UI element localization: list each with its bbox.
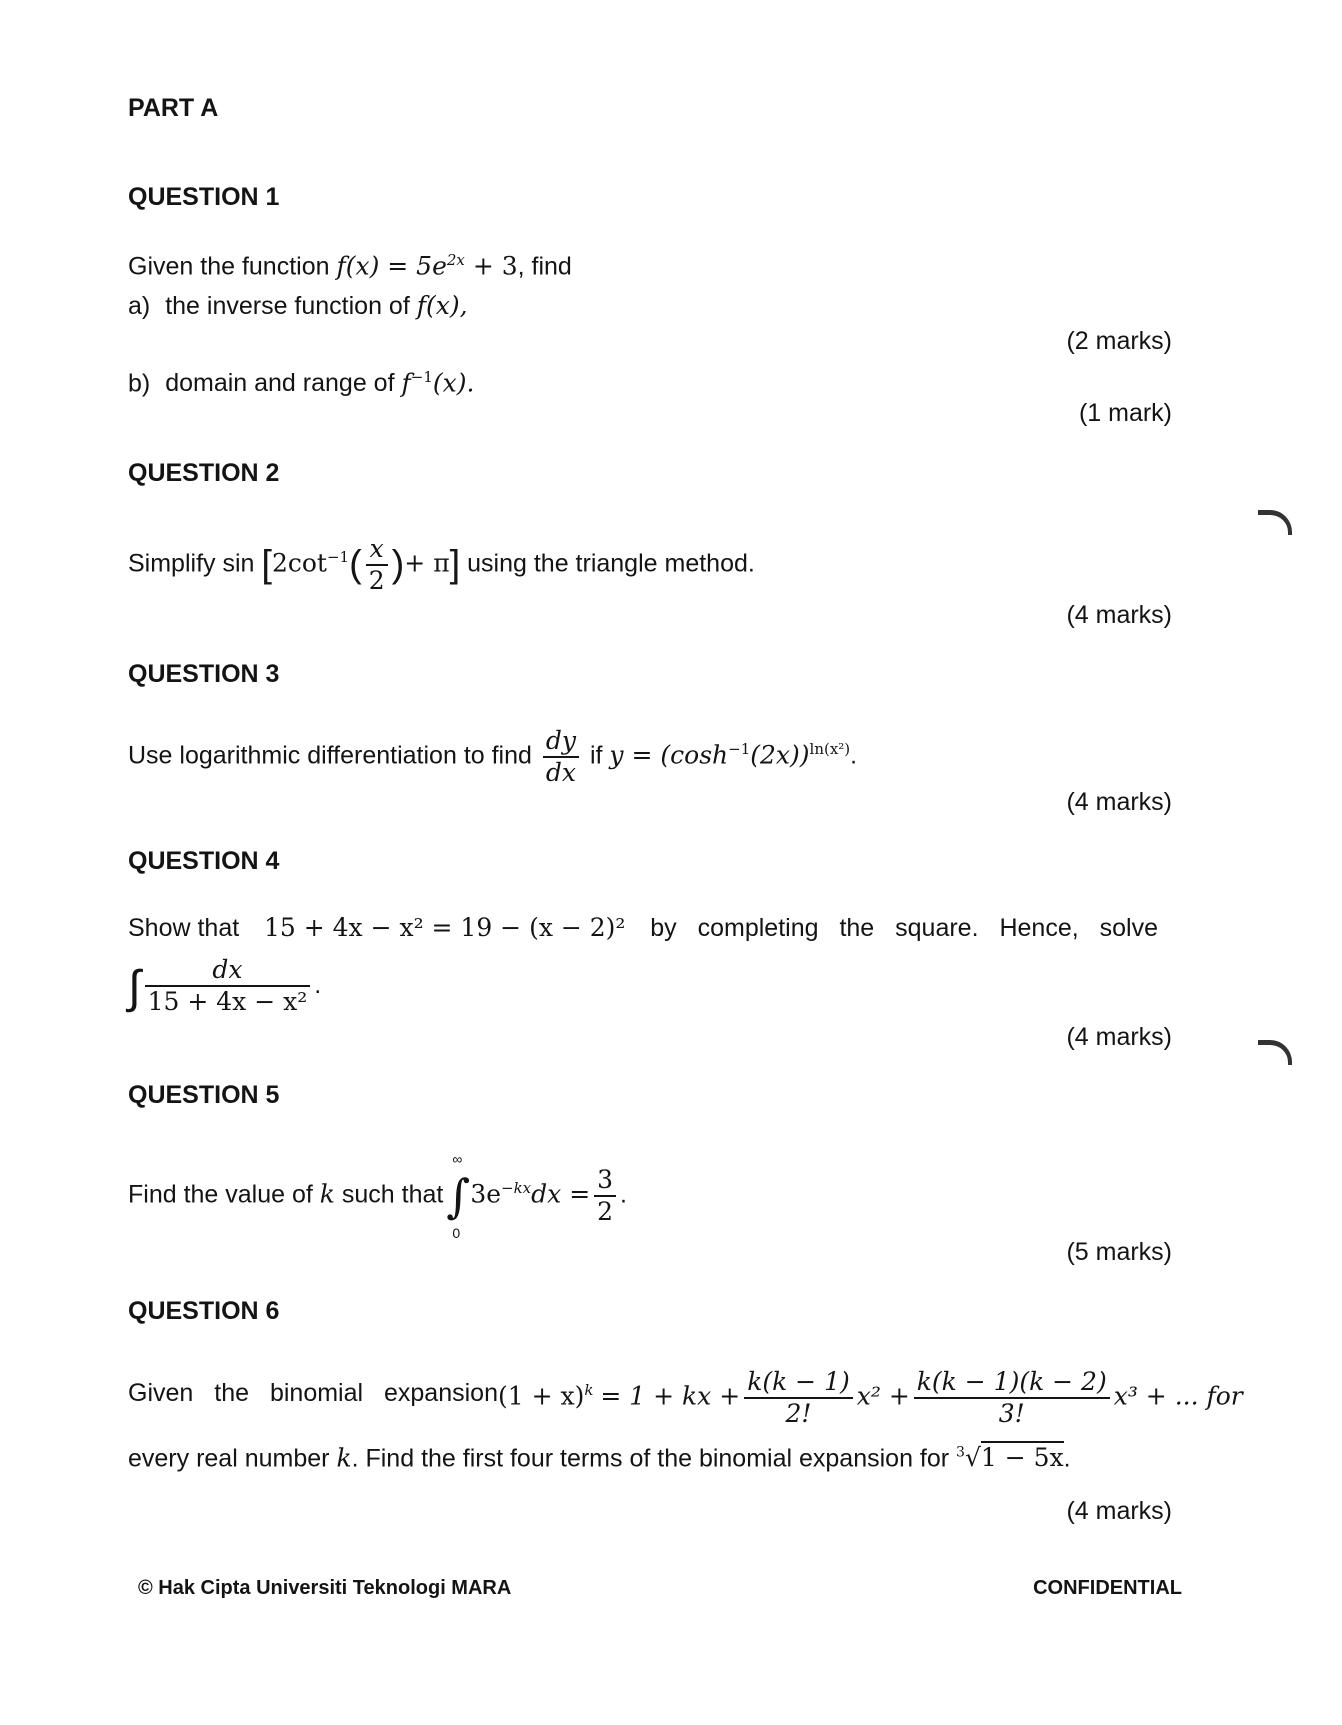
q6-t2: x³ + ... for bbox=[1113, 1381, 1243, 1411]
q1-b-marks: (1 mark) bbox=[1078, 399, 1172, 427]
q1-function-exp: 2x bbox=[446, 251, 465, 269]
q6-root-body: 1 − 5x bbox=[980, 1443, 1064, 1473]
q5-mid: such that bbox=[341, 1180, 444, 1209]
q6-pre: Given the binomial expansion bbox=[128, 1379, 498, 1408]
q2-fraction bbox=[366, 534, 388, 596]
q5-pre: Find the value of bbox=[128, 1180, 313, 1209]
q1-a-math: f(x), bbox=[416, 291, 468, 320]
part-heading: PART A bbox=[128, 94, 219, 122]
q1-b-label: b) bbox=[128, 369, 151, 398]
q4-marks: (4 marks) bbox=[1066, 1023, 1172, 1051]
q5-var: k bbox=[319, 1179, 335, 1209]
q3-frac-den: dx bbox=[545, 757, 576, 787]
q6-t1: x² + bbox=[856, 1381, 910, 1411]
q3-derivative bbox=[543, 726, 579, 788]
q6-lhs: (1 + x) bbox=[497, 1381, 585, 1411]
q5-integrand-post: dx = bbox=[531, 1179, 591, 1209]
q5-integrand-exp: −kx bbox=[501, 1179, 532, 1197]
q4-line1 bbox=[128, 913, 1158, 943]
q6-expansion bbox=[498, 1357, 1243, 1429]
q6-marks: (4 marks) bbox=[1066, 1497, 1172, 1525]
q1-a-text: the inverse function of bbox=[165, 292, 410, 320]
q6-f2-num: k(k − 1)(k − 2) bbox=[914, 1367, 1110, 1399]
q1-a-marks: (2 marks) bbox=[1066, 327, 1172, 355]
q2-inner: 2cot bbox=[271, 548, 327, 578]
q3-frac-num: dy bbox=[543, 726, 579, 758]
q4-integral-sign: ∫ bbox=[128, 960, 141, 1013]
q3-pre: Use logarithmic differentiation to find bbox=[128, 741, 532, 770]
footer-copyright: © Hak Cipta Universiti Teknologi MARA bbox=[138, 1577, 512, 1599]
q6-fraction-2 bbox=[914, 1367, 1110, 1429]
q5-fraction bbox=[594, 1165, 616, 1227]
q5-frac-den: 2 bbox=[597, 1196, 614, 1226]
q1-b-exp: −1 bbox=[410, 368, 433, 386]
q3-eq: y = (cosh bbox=[609, 740, 729, 770]
q6-line2-mid: . Find the first four terms of the binomial expansion for bbox=[351, 1444, 950, 1473]
q2-right-bracket: ] bbox=[449, 543, 461, 586]
q2-pre: Simplify sin bbox=[128, 549, 255, 578]
q1-part-b bbox=[128, 362, 474, 398]
q3-mid: if bbox=[589, 741, 603, 770]
q5-heading: QUESTION 5 bbox=[128, 1081, 280, 1109]
q6-line2-end: . bbox=[1063, 1444, 1071, 1473]
q1-b-math2: (x). bbox=[432, 368, 475, 398]
q3-eq-end: . bbox=[850, 741, 858, 770]
q1-stem-pre: Given the function bbox=[128, 252, 330, 281]
q4-integral-end: . bbox=[314, 971, 322, 999]
q5-text bbox=[128, 1148, 627, 1241]
q2-frac-num: x bbox=[366, 534, 388, 566]
q2-left-paren: ( bbox=[349, 543, 362, 586]
q3-eq-power: ln(x²) bbox=[809, 740, 851, 758]
q6-line2 bbox=[128, 1438, 1071, 1473]
q4-integral bbox=[128, 952, 321, 1019]
q1-function-post: + 3 bbox=[464, 251, 518, 281]
q2-left-bracket: [ bbox=[261, 543, 272, 586]
q2-text bbox=[128, 522, 755, 600]
q4-line1-math: 15 + 4x − x² = 19 − (x − 2)² bbox=[263, 913, 626, 942]
q1-b-math: f bbox=[401, 368, 411, 398]
q5-upper-limit: ∞ bbox=[452, 1150, 463, 1167]
q6-cube-root: $^3$√1 − 5x bbox=[956, 1443, 1064, 1473]
q5-end: . bbox=[620, 1180, 627, 1209]
q1-b-text: domain and range of bbox=[165, 369, 395, 398]
footer-confidential: CONFIDENTIAL bbox=[1033, 1577, 1182, 1599]
q4-fraction bbox=[145, 955, 311, 1017]
q3-heading: QUESTION 3 bbox=[128, 660, 280, 688]
q2-post: using the triangle method. bbox=[467, 549, 755, 578]
q6-lhs-exp: k bbox=[584, 1381, 594, 1399]
q6-heading: QUESTION 6 bbox=[128, 1297, 280, 1325]
q5-marks: (5 marks) bbox=[1066, 1238, 1172, 1266]
q1-stem-post: , find bbox=[517, 252, 572, 281]
q5-integrand: 3e bbox=[470, 1179, 502, 1209]
q6-root-index: 3 bbox=[956, 1445, 965, 1461]
binder-hole-mark bbox=[1258, 510, 1292, 535]
q1-a-label: a) bbox=[128, 292, 151, 320]
q4-heading: QUESTION 4 bbox=[128, 847, 280, 875]
q4-line1-post: by completing the square. Hence, solve bbox=[650, 914, 1158, 942]
q4-line1-pre: Show that bbox=[128, 914, 240, 942]
q5-integral bbox=[446, 1150, 471, 1241]
q5-integral-sign: ∫ bbox=[446, 1168, 471, 1223]
q1-heading: QUESTION 1 bbox=[128, 183, 280, 211]
q2-marks: (4 marks) bbox=[1066, 601, 1172, 629]
q1-function: f(x) = 5e bbox=[336, 251, 447, 281]
q3-text bbox=[128, 716, 857, 788]
q5-frac-num: 3 bbox=[594, 1165, 616, 1197]
q6-line2-var: k bbox=[336, 1443, 352, 1473]
q4-integral-den: 15 + 4x − x² bbox=[147, 987, 308, 1017]
q2-plus-pi: + π bbox=[404, 548, 450, 578]
q5-lower-limit: 0 bbox=[452, 1224, 461, 1241]
q2-frac-den: 2 bbox=[368, 565, 385, 595]
q4-integral-num: dx bbox=[145, 955, 311, 987]
q6-fraction-1 bbox=[744, 1367, 853, 1429]
q3-marks: (4 marks) bbox=[1066, 788, 1172, 816]
q6-f2-den: 3! bbox=[998, 1398, 1025, 1428]
q3-eq2: (2x)) bbox=[750, 740, 810, 770]
q1-stem bbox=[128, 245, 572, 281]
q6-line1 bbox=[128, 1357, 1243, 1429]
q2-right-paren: ) bbox=[391, 543, 405, 586]
q3-eq-exp: −1 bbox=[728, 740, 751, 758]
q6-rhs1: = 1 + kx + bbox=[600, 1381, 741, 1411]
q6-line2-pre: every real number bbox=[128, 1444, 330, 1473]
q1-part-a bbox=[128, 291, 468, 321]
q6-f1-num: k(k − 1) bbox=[744, 1367, 853, 1399]
q2-heading: QUESTION 2 bbox=[128, 459, 280, 487]
q6-f1-den: 2! bbox=[785, 1398, 812, 1428]
q2-inner-exp: −1 bbox=[326, 548, 350, 566]
binder-hole-mark bbox=[1258, 1040, 1292, 1065]
